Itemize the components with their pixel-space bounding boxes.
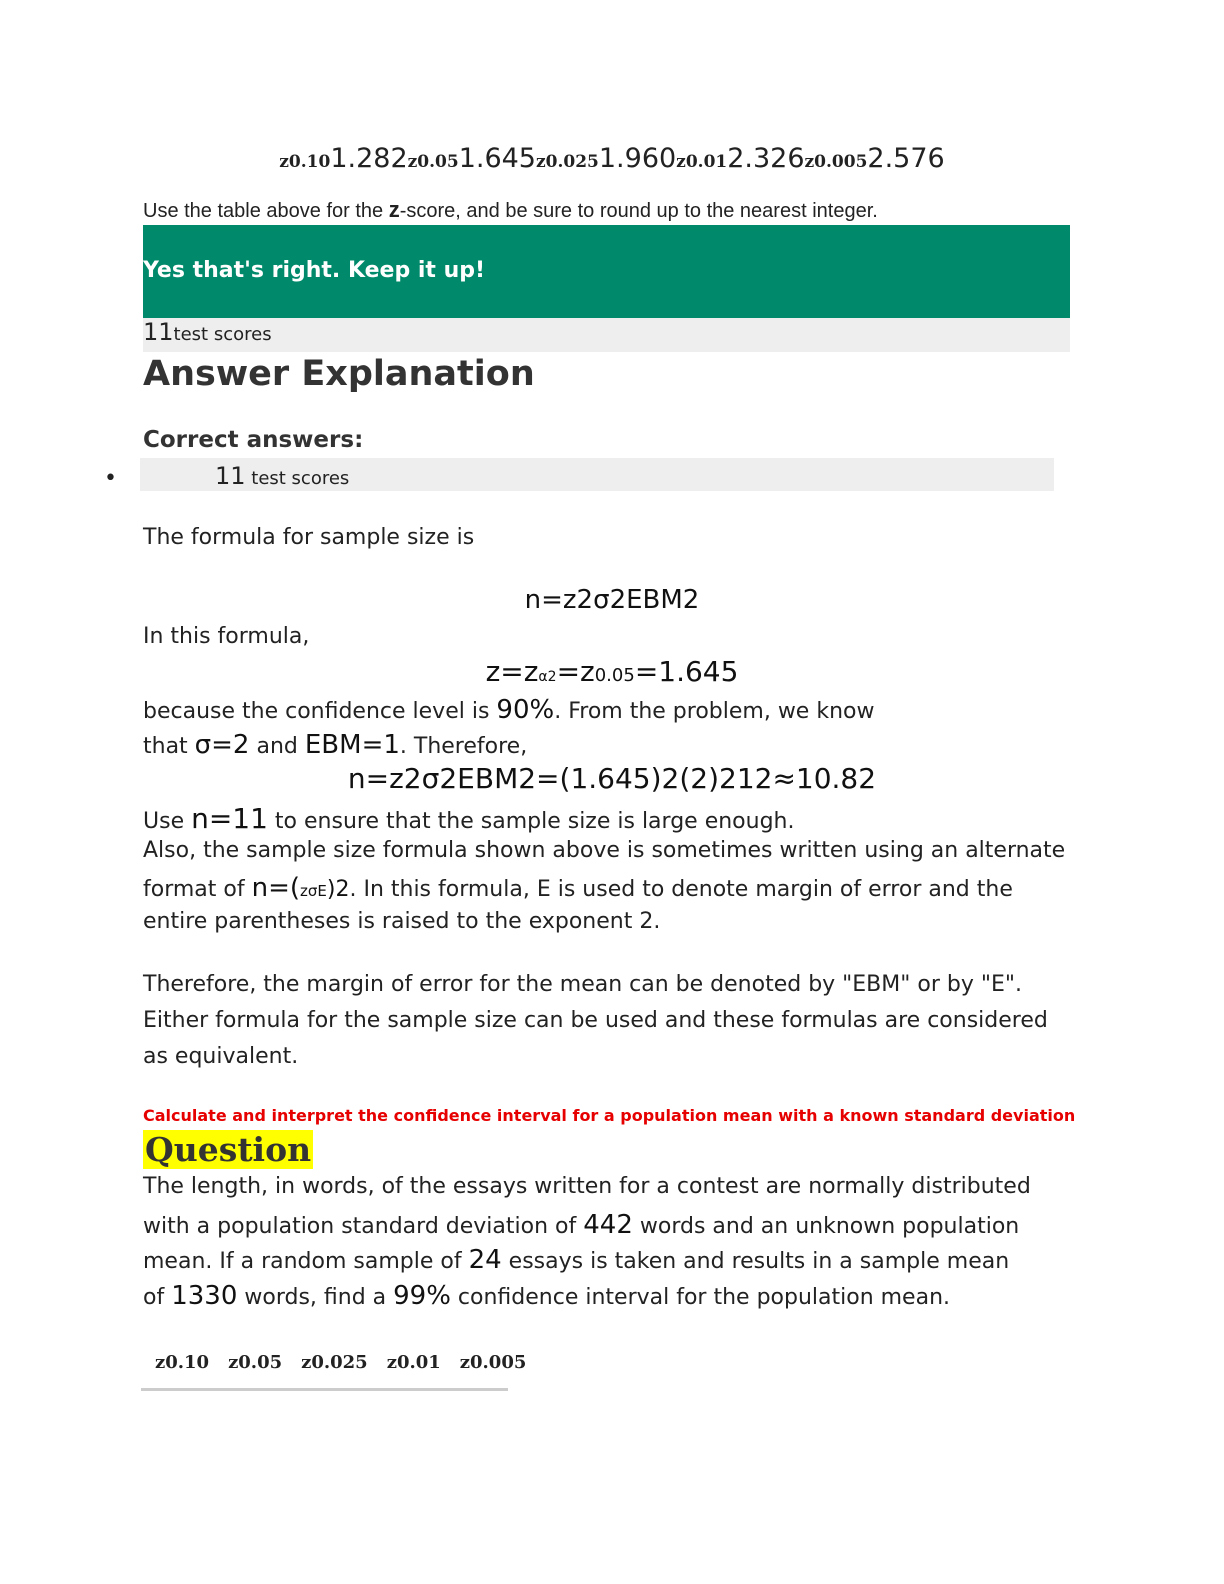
answer-unit: test scores	[173, 324, 272, 345]
question-label: Question	[145, 1130, 312, 1169]
z-header: z0.025	[301, 1352, 368, 1373]
math-value: 90%	[496, 695, 555, 725]
instruction-z: z	[388, 197, 400, 222]
z-header: z0.005	[459, 1352, 527, 1373]
z-label: z0.05	[407, 152, 459, 172]
text: format of	[143, 877, 252, 902]
explanation-line	[143, 695, 874, 725]
explanation-line	[143, 873, 1013, 903]
instruction-before: Use the table above for the	[143, 200, 389, 222]
formula-subscript: 0.05	[594, 665, 635, 686]
formula-sample-size: n=z2σ2EBM2	[524, 585, 700, 615]
formula-sample-size-computed: n=z2σ2EBM2=(1.645)2(2)212≈10.82	[347, 762, 877, 795]
answer-number: 11	[143, 318, 174, 346]
z-value: 2.576	[867, 143, 945, 174]
text: words, find a	[237, 1285, 394, 1310]
explanation-line	[143, 802, 794, 835]
correct-answer-unit: test scores	[245, 468, 350, 489]
math-value: 24	[468, 1245, 502, 1275]
math-value: 442	[583, 1210, 633, 1240]
submitted-answer	[143, 318, 1070, 352]
text: . From the problem, we know	[554, 699, 875, 724]
formula-subscript: α2	[538, 669, 557, 685]
explanation-line: Either formula for the sample size can be used and these formulas are considered	[143, 1008, 1048, 1033]
explanation-intro: The formula for sample size is	[143, 525, 475, 550]
bullet: •	[104, 466, 117, 491]
explanation-line	[143, 730, 527, 760]
text: . Therefore,	[399, 734, 528, 759]
text: and	[249, 734, 305, 759]
text: essays is taken and results in a sample mean	[501, 1249, 1010, 1274]
math-value: n=11	[191, 802, 268, 835]
z-header: z0.01	[386, 1352, 441, 1373]
correct-answer-value	[215, 462, 349, 490]
formula-part: z=z	[485, 655, 539, 688]
z-value: 1.282	[330, 143, 408, 174]
instruction-after: -score, and be sure to round up to the nearest integer.	[399, 200, 878, 222]
math-value: EBM=1	[304, 730, 400, 760]
text: words and an unknown population	[632, 1214, 1020, 1239]
text: . In this formula, E is used to denote margin of error and the	[349, 877, 1013, 902]
formula-part: =1.645	[634, 655, 739, 688]
z-label: z0.005	[804, 152, 868, 172]
explanation-line: Therefore, the margin of error for the mean can be denoted by "EBM" or by "E".	[143, 972, 1022, 997]
correct-answers-label: Correct answers:	[143, 427, 364, 453]
text: to ensure that the sample size is large enough.	[267, 809, 795, 834]
question-line	[143, 1245, 1009, 1275]
text: of	[143, 1285, 172, 1310]
math-value: )2	[326, 877, 350, 902]
explanation-line: entire parentheses is raised to the exponent 2.	[143, 909, 661, 934]
z-value: 2.326	[727, 143, 805, 174]
z-table-top	[0, 143, 1224, 174]
z-value: 1.960	[598, 143, 677, 174]
instruction-text	[143, 197, 878, 223]
text: mean. If a random sample of	[143, 1249, 469, 1274]
z-table-bottom	[155, 1352, 545, 1373]
formula-part: =z	[556, 655, 595, 688]
z-value: 1.645	[458, 143, 536, 174]
topic-heading: Calculate and interpret the confidence interval for a population mean with a known standard deviation	[143, 1106, 1076, 1125]
math-value: n=(	[251, 873, 301, 903]
text: that	[143, 734, 195, 759]
math-value: zσE	[300, 882, 327, 900]
z-label: z0.01	[676, 152, 728, 172]
table-divider	[141, 1388, 508, 1391]
math-value: σ=2	[194, 730, 250, 760]
z-header: z0.05	[228, 1352, 283, 1373]
feedback-message: Yes that's right. Keep it up!	[143, 258, 486, 283]
question-line	[143, 1210, 1019, 1240]
z-label: z0.10	[279, 152, 331, 172]
text: confidence interval for the population mean.	[450, 1285, 951, 1310]
explanation-line: as equivalent.	[143, 1044, 299, 1069]
correct-answer-number: 11	[215, 462, 246, 490]
formula-z-value	[0, 655, 1224, 688]
text: with a population standard deviation of	[143, 1214, 584, 1239]
math-value: 99%	[393, 1281, 451, 1311]
answer-explanation-heading: Answer Explanation	[143, 354, 535, 394]
text: Use	[143, 809, 192, 834]
question-line: The length, in words, of the essays written for a contest are normally distributed	[143, 1174, 1031, 1199]
text: because the confidence level is	[143, 699, 497, 724]
question-line	[143, 1281, 950, 1311]
explanation-line: Also, the sample size formula shown above is sometimes written using an alternate	[143, 838, 1066, 863]
in-this-formula: In this formula,	[143, 624, 310, 649]
z-header: z0.10	[155, 1352, 210, 1373]
math-value: 1330	[171, 1281, 238, 1311]
z-label: z0.025	[535, 152, 599, 172]
